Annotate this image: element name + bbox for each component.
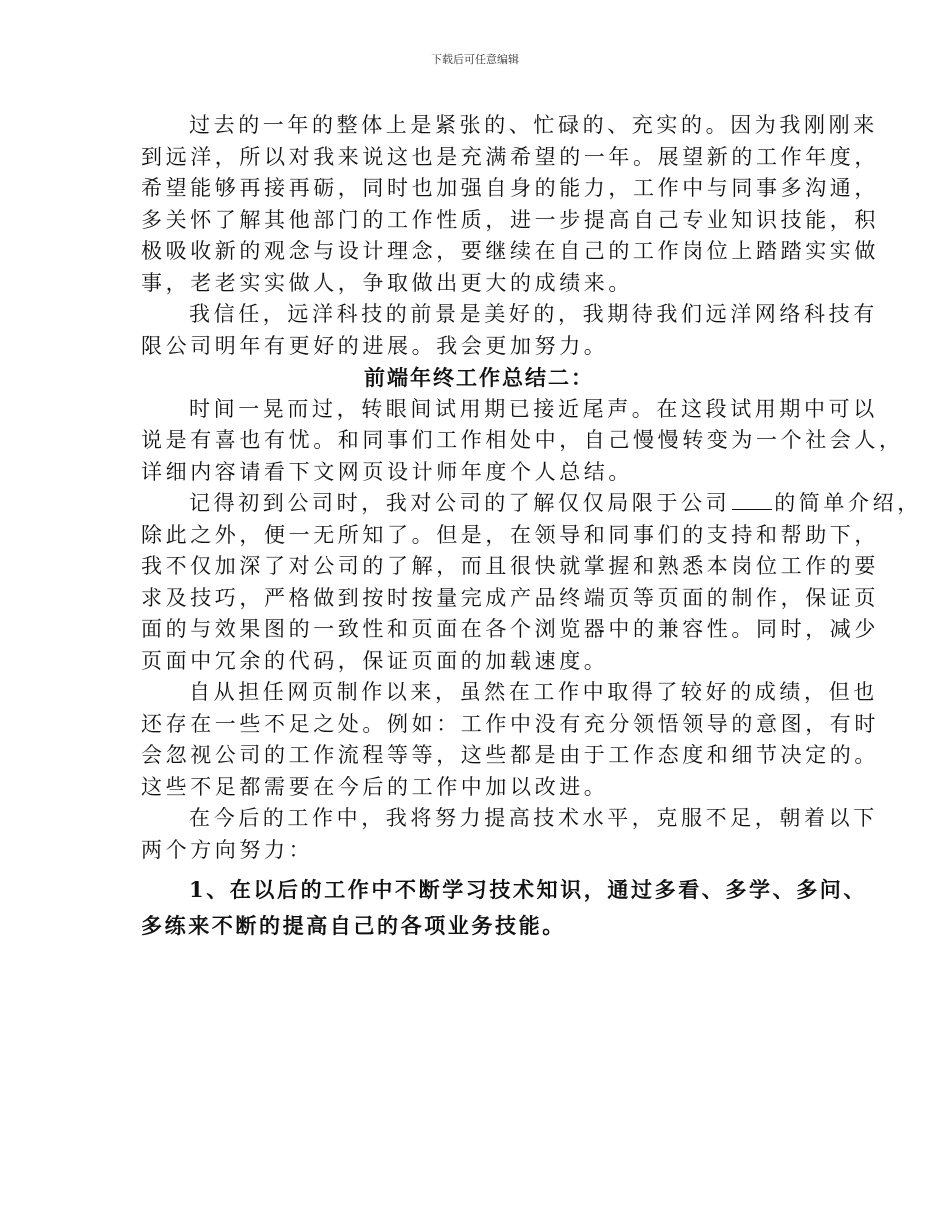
- text-line: 1、在以后的工作中不断学习技术知识，通过多看、多学、多问、: [189, 877, 868, 902]
- text-segment: 记得初到公司时，我对公司的了解仅仅局限于公司: [189, 491, 731, 515]
- text-line: 希望能够再接再砺，同时也加强自身的能力，工作中与同事多沟通，: [141, 176, 879, 200]
- text-line: 多练来不断的提高自己的各项业务技能。: [141, 913, 566, 938]
- document-body: [141, 110, 922, 944]
- paragraph-1: [141, 110, 879, 299]
- text-line: 在今后的工作中，我将努力提高技术水平，克服不足，朝着以下: [189, 806, 878, 830]
- text-line: 自从担任网页制作以来，虽然在工作中取得了较好的成绩，但也: [189, 680, 878, 704]
- text-line: 除此之外，便一无所知了。但是，在领导和同事们的支持和帮助下，: [141, 522, 879, 547]
- text-line: 多关怀了解其他部门的工作性质，进一步提高自己专业知识技能，积: [141, 207, 879, 232]
- section-heading: 前端年终工作总结二：: [364, 365, 594, 390]
- text-line: 极吸收新的观念与设计理念，要继续在自己的工作岗位上踏踏实实做: [141, 239, 879, 263]
- text-line: 到远洋，所以对我来说这也是充满希望的一年。展望新的工作年度，: [141, 144, 879, 169]
- text-line: 详细内容请看下文网页设计师年度个人总结。: [141, 459, 633, 484]
- text-line: 我信任，远洋科技的前景是美好的，我期待我们远洋网络科技有: [189, 302, 878, 326]
- page-header: [0, 53, 950, 67]
- text-line: 求及技巧，严格做到按时按量完成产品终端页等页面的制作，保证页: [141, 585, 879, 610]
- text-line: 面的与效果图的一致性和页面在各个浏览器中的兼容性。同时，减少: [141, 617, 879, 641]
- text-line: 还存在一些不足之处。例如：工作中没有充分领悟领导的意图，有时: [141, 711, 879, 736]
- text-line: 时间一晃而过，转眼间试用期已接近尾声。在这段试用期中可以: [189, 396, 878, 421]
- paragraph-7-bold: [141, 872, 868, 944]
- paragraph-5: [141, 677, 879, 803]
- text-segment: 的简单介绍，: [774, 491, 922, 515]
- fill-in-blank: [732, 488, 772, 510]
- paragraph-3: [141, 394, 904, 489]
- text-line: 说是有喜也有忧。和同事们工作相处中，自己慢慢转变为一个社会人，: [141, 428, 904, 452]
- text-line: 限公司明年有更好的进展。我会更加努力。: [141, 333, 609, 358]
- text-line: 过去的一年的整体上是紧张的、忙碌的、充实的。因为我刚刚来: [189, 113, 878, 137]
- text-line: 我不仅加深了对公司的了解，而且很快就掌握和熟悉本岗位工作的要: [141, 554, 879, 578]
- text-line: 页面中冗余的代码，保证页面的加载速度。: [141, 648, 609, 673]
- text-line: [141, 488, 922, 520]
- paragraph-4: [141, 488, 922, 677]
- paragraph-2: [141, 299, 878, 362]
- text-line: 这些不足都需要在今后的工作中加以改进。: [141, 774, 609, 799]
- text-line: 两个方向努力：: [141, 837, 314, 862]
- text-line: 会忽视公司的工作流程等等，这些都是由于工作态度和细节决定的。: [141, 743, 879, 767]
- paragraph-6: [141, 803, 878, 866]
- text-line: 事，老老实实做人，争取做出更大的成绩来。: [141, 270, 633, 295]
- header-text: 下载后可任意编辑: [431, 53, 519, 66]
